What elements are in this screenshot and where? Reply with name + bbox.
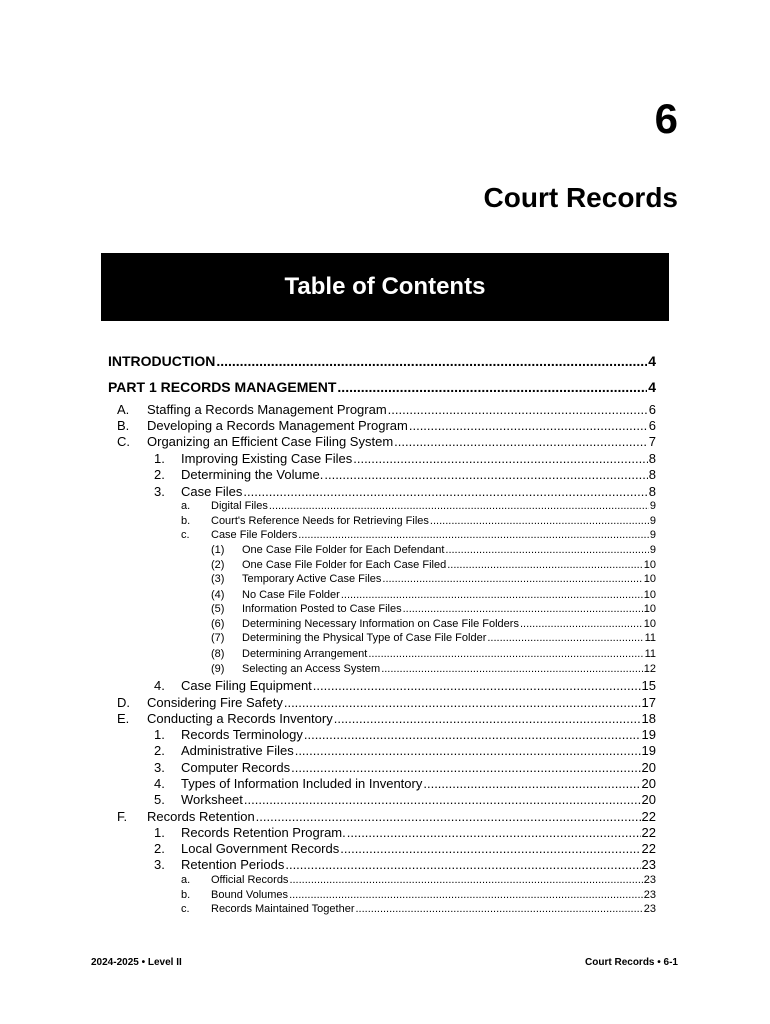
toc-entry-label: 5. [154,792,165,807]
toc-entry-text: Court's Reference Needs for Retrieving Files [211,515,429,527]
toc-entry [211,648,656,660]
toc-leader-dots [304,727,641,742]
toc-leader-dots [423,776,640,791]
toc-entry-text: Selecting an Access System [242,663,381,675]
toc-entry [211,589,656,601]
toc-entry-page: 9 [649,529,656,541]
toc-entry-label: 3. [154,484,165,499]
toc-entry-text: Information Posted to Case Files [242,603,402,615]
toc-leader-dots [337,379,647,395]
toc-leader-dots [368,648,643,660]
toc-entry-label: (2) [211,559,225,571]
toc-entry-page: 19 [641,727,656,742]
toc-entry-label: 3. [154,857,165,872]
toc-entry-page: 22 [641,841,656,856]
toc-entry-text: Considering Fire Safety [147,695,283,710]
toc-entry-text: Types of Information Included in Inventory [181,776,423,791]
toc-entry [117,695,656,710]
toc-entry-text: Improving Existing Case Files [181,451,353,466]
toc-leader-dots [334,711,641,726]
toc-entry-label: (5) [211,603,225,615]
toc-entry [154,484,656,499]
toc-entry [181,500,656,512]
toc-entry-page: 6 [648,418,656,433]
toc-entry-text: One Case File Folder for Each Defendant [242,544,445,556]
toc-entry [117,402,656,417]
toc-entry-page: 8 [648,467,656,482]
toc-entry [211,618,656,630]
toc-entry-label: 4. [154,776,165,791]
toc-entry-text: Case Files [181,484,243,499]
toc-entry-page: 23 [643,874,656,886]
toc-entry-page: 9 [649,544,656,556]
chapter-number: 6 [654,95,678,142]
toc-entry [108,353,656,369]
toc-entry [181,903,656,915]
toc-leader-dots [409,418,648,433]
toc-entry [154,825,656,840]
toc-entry-page: 8 [648,484,656,499]
toc-entry [181,529,656,541]
toc-entry [117,809,656,824]
toc-entry-page: 20 [641,760,656,775]
toc-entry-text: INTRODUCTION [108,353,216,369]
toc-entry-text: Digital Files [211,500,268,512]
toc-leader-dots [347,825,641,840]
toc-entry-text: No Case File Folder [242,589,340,601]
toc-leader-dots [291,760,640,775]
toc-entry-text: PART 1 RECORDS MANAGEMENT [108,379,337,395]
toc-entry-text: Retention Periods [181,857,285,872]
toc-entry [154,841,656,856]
toc-leader-dots [520,618,643,630]
toc-entry-label: (3) [211,573,225,585]
toc-entry-label: (7) [211,632,225,644]
toc-entry-label: E. [117,711,130,726]
toc-entry [181,889,656,901]
toc-entry-text: Worksheet [181,792,243,807]
toc-entry-page: 17 [641,695,656,710]
toc-entry-label: (4) [211,589,225,601]
toc-entry [211,559,656,571]
toc-entry [211,603,656,615]
toc-entry-label: B. [117,418,130,433]
toc-entry [117,418,656,433]
toc-leader-dots [381,663,643,675]
toc-entry-text: One Case File Folder for Each Case Filed [242,559,447,571]
toc-entry-label: a. [181,874,191,886]
toc-entry [154,743,656,758]
toc-entry [154,727,656,742]
toc-entry-page: 20 [641,792,656,807]
toc-entry-text: Bound Volumes [211,889,289,901]
toc-leader-dots [487,632,643,644]
toc-entry-page: 12 [643,663,656,675]
toc-entry [154,776,656,791]
toc-entry-page: 11 [644,632,656,644]
toc-entry-page: 9 [649,515,656,527]
toc-entry-page: 19 [641,743,656,758]
toc-leader-dots [289,889,643,901]
toc-entry [211,632,656,644]
toc-entry-page: 18 [641,711,656,726]
toc-leader-dots [256,809,641,824]
toc-entry-text: Conducting a Records Inventory [147,711,333,726]
toc-entry-label: c. [181,903,190,915]
toc-entry-page: 10 [643,603,656,615]
toc-entry-label: 2. [154,743,165,758]
toc-leader-dots [447,559,643,571]
toc-entry-page: 22 [641,825,656,840]
toc-entry-text: Temporary Active Case Files [242,573,382,585]
toc-entry-label: C. [117,434,130,449]
toc-entry-text: Determining Necessary Information on Case File Folders [242,618,519,630]
toc-leader-dots [340,841,640,856]
toc-entry-label: 2. [154,841,165,856]
toc-entry-text: Official Records [211,874,289,886]
toc-entry-page: 10 [643,559,656,571]
toc-entry-text: Organizing an Efficient Case Filing System [147,434,394,449]
toc-entry [154,451,656,466]
toc-entry-text: Records Retention [147,809,255,824]
toc-leader-dots [445,544,648,556]
toc-entry-page: 23 [643,903,656,915]
toc-entry [117,434,656,449]
toc-leader-dots [244,792,641,807]
toc-entry [154,678,656,693]
toc-entry-label: (8) [211,648,225,660]
toc-leader-dots [403,603,643,615]
toc-entry-page: 15 [641,678,656,693]
toc-entry [154,760,656,775]
toc-entry-text: Staffing a Records Management Program [147,402,387,417]
toc-entry-label: D. [117,695,130,710]
toc-entry-label: 1. [154,451,165,466]
toc-entry [108,379,656,395]
toc-leader-dots [353,451,648,466]
toc-entry-label: (6) [211,618,225,630]
toc-leader-dots [341,589,643,601]
toc-entry [154,467,656,482]
toc-entry [154,857,656,872]
toc-entry-text: Case File Folders [211,529,298,541]
toc-entry-text: Records Retention Program. [181,825,346,840]
toc-banner [101,253,669,321]
toc-entry-label: b. [181,515,191,527]
toc-entry [211,573,656,585]
toc-leader-dots [313,678,641,693]
toc-entry-text: Determining the Physical Type of Case File Folder [242,632,487,644]
toc-leader-dots [269,500,649,512]
toc-leader-dots [285,857,640,872]
toc-leader-dots [388,402,648,417]
chapter-title: Court Records [483,182,678,213]
toc-entry-label: 1. [154,825,165,840]
toc-entry-label: 1. [154,727,165,742]
toc-title: Table of Contents [284,273,486,300]
toc-entry-text: Administrative Files [181,743,294,758]
toc-leader-dots [394,434,648,449]
toc-leader-dots [356,903,643,915]
toc-entry-page: 7 [648,434,656,449]
toc-leader-dots [284,695,641,710]
toc-entry-label: F. [117,809,128,824]
toc-entry [117,711,656,726]
toc-entry-page: 23 [643,889,656,901]
toc-leader-dots [324,467,647,482]
toc-entry-text: Records Maintained Together [211,903,355,915]
toc-entry-label: b. [181,889,191,901]
toc-entry [154,792,656,807]
toc-entry-page: 9 [649,500,656,512]
toc-leader-dots [430,515,649,527]
toc-leader-dots [298,529,649,541]
toc-entry-text: Developing a Records Management Program [147,418,408,433]
toc-leader-dots [382,573,642,585]
toc-entry-text: Case Filing Equipment [181,678,312,693]
toc-entry-page: 10 [643,589,656,601]
toc-entry [211,663,656,675]
toc-entry-label: a. [181,500,191,512]
toc-entry-page: 4 [648,379,656,395]
toc-entry-text: Determining the Volume. [181,467,324,482]
toc-leader-dots [295,743,641,758]
toc-entry-page: 10 [643,618,656,630]
toc-entry-page: 10 [643,573,656,585]
toc-entry-text: Records Terminology [181,727,303,742]
toc-entry-text: Local Government Records [181,841,340,856]
toc-entry-page: 11 [644,648,656,660]
toc-leader-dots [289,874,642,886]
footer-left: 2024-2025 • Level II [91,957,182,968]
toc-leader-dots [216,353,647,369]
toc-entry-label: (1) [211,544,225,556]
toc-entry [181,874,656,886]
toc-entry [211,544,656,556]
toc-entry-label: c. [181,529,190,541]
toc-entry-label: 4. [154,678,165,693]
toc-entry-page: 6 [648,402,656,417]
toc-entry-label: (9) [211,663,225,675]
toc-entry-text: Determining Arrangement [242,648,368,660]
toc-entry-page: 22 [641,809,656,824]
toc-entry-page: 23 [641,857,656,872]
toc-entry [181,515,656,527]
toc-entry-page: 4 [648,353,656,369]
footer-right: Court Records • 6-1 [585,957,678,968]
toc-entry-page: 8 [648,451,656,466]
toc-entry-label: 3. [154,760,165,775]
toc-entry-label: A. [117,402,130,417]
toc-leader-dots [243,484,647,499]
toc-entry-label: 2. [154,467,165,482]
toc-entry-text: Computer Records [181,760,291,775]
toc-entry-page: 20 [641,776,656,791]
